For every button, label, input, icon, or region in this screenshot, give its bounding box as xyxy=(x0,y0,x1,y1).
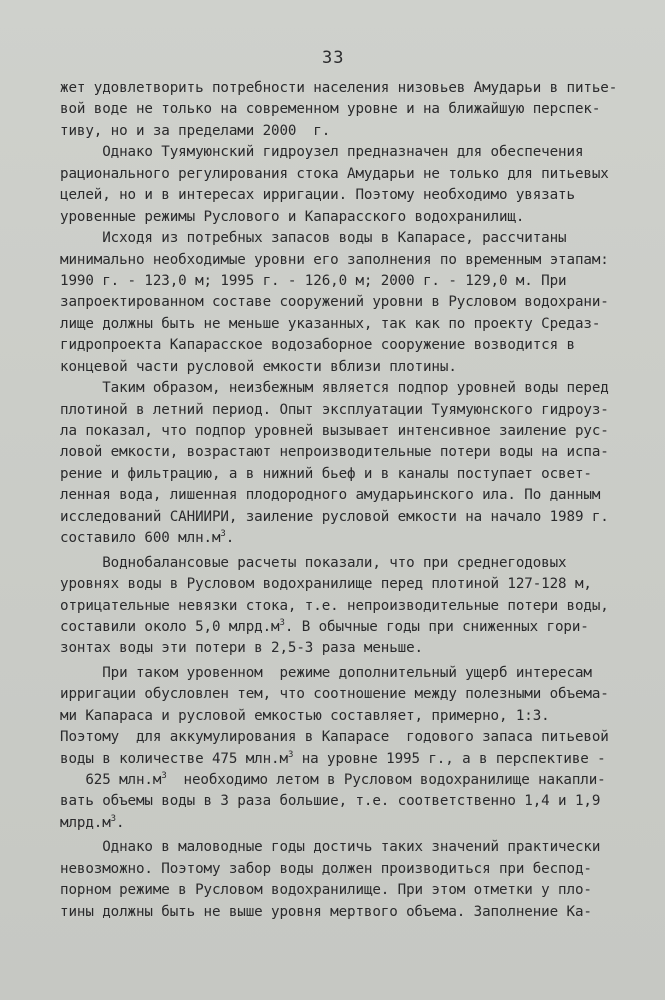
text-line xyxy=(60,528,620,549)
line-text: тиву, но и за пределами 2000 г. xyxy=(60,122,331,139)
line-text-tail: необходимо летом в Русловом водохранилище накапли- xyxy=(166,772,606,788)
line-text: порном режиме в Русловом водохранилище. При этом отметки у пло- xyxy=(60,882,592,899)
superscript: 3 xyxy=(279,617,285,628)
line-text: концевой части русловой емкости вблизи плотины. xyxy=(60,358,457,375)
text-line xyxy=(60,142,620,163)
text-line xyxy=(60,164,620,185)
text-line xyxy=(60,228,620,249)
line-text: вать объемы воды в 3 раза большие, т.е. соответственно 1,4 и 1,9 xyxy=(60,793,601,810)
text-line xyxy=(60,207,620,228)
line-text: Однако Туямуюнский гидроузел предназначен для обеспечения xyxy=(60,144,584,161)
text-line xyxy=(60,400,620,421)
line-text: 1990 г. - 123,0 м; 1995 г. - 126,0 м; 2000 г. - 129,0 м. При xyxy=(60,272,567,289)
text-line xyxy=(60,464,620,485)
line-text-tail: на уровне 1995 г., а в перспективе - xyxy=(293,750,606,767)
text-line xyxy=(60,357,620,378)
line-text: тины должны быть не выше уровня мертвого объема. Заполнение Ка- xyxy=(60,903,592,920)
text-line xyxy=(60,314,620,335)
line-text: невозможно. Поэтому забор воды должен производиться при беспод- xyxy=(60,860,592,877)
page-number: 33 xyxy=(322,48,345,68)
line-text: ла показал, что подпор уровней вызывает интенсивное заиление рус- xyxy=(60,423,609,439)
text-line xyxy=(60,749,620,770)
text-line xyxy=(60,507,620,528)
line-text: жет удовлетворить потребности населения низовьев Амударьи в питье- xyxy=(60,80,618,96)
text-body xyxy=(60,78,620,923)
line-text: воды в количестве 475 млн.м xyxy=(60,750,288,767)
line-text: 625 млн.м xyxy=(60,772,162,788)
line-text: При таком уровенном режиме дополнительный ущерб интересам xyxy=(60,664,592,681)
text-line xyxy=(60,617,620,638)
text-line xyxy=(60,553,620,574)
line-text: рение и фильтрацию, а в нижний бьеф и в каналы поступает освет- xyxy=(60,465,592,482)
line-text-tail: . xyxy=(115,814,125,831)
text-line xyxy=(60,78,620,99)
superscript: 3 xyxy=(161,771,167,781)
text-line xyxy=(60,638,620,659)
text-line xyxy=(60,378,620,399)
text-line xyxy=(60,121,620,142)
line-text: млрд.м xyxy=(60,814,111,831)
text-line xyxy=(60,770,620,791)
line-text: плотиной в летний период. Опыт эксплуатации Туямуюнского гидроуз- xyxy=(60,401,609,418)
line-text: Воднобалансовые расчеты показали, что при среднегодовых xyxy=(60,554,567,571)
line-text: Поэтому для аккумулирования в Капарасе годового запаса питьевой xyxy=(60,729,609,746)
line-text: отрицательные невязки стока, т.е. непроизводительные потери воды, xyxy=(60,597,609,614)
text-line xyxy=(60,663,620,684)
text-line xyxy=(60,880,620,901)
text-line xyxy=(60,421,620,442)
superscript: 3 xyxy=(110,813,116,824)
text-line xyxy=(60,99,620,120)
text-line xyxy=(60,335,620,356)
text-line xyxy=(60,813,620,834)
text-line xyxy=(60,442,620,463)
superscript: 3 xyxy=(287,749,294,760)
text-line xyxy=(60,271,620,292)
line-text: ленная вода, лишенная плодородного амударьинского ила. По данным xyxy=(60,487,601,504)
line-text: вой воде не только на современном уровне и на ближайшую перспек- xyxy=(60,101,601,118)
line-text: ловой емкости, возрастают непроизводительные потери воды на испа- xyxy=(60,444,609,461)
superscript: 3 xyxy=(220,529,226,540)
line-text: рационального регулирования стока Амударьи не только для питьевых xyxy=(60,165,609,182)
text-line xyxy=(60,791,620,812)
text-line xyxy=(60,902,620,923)
line-text-tail: . В обычные годы при сниженных гори- xyxy=(284,618,589,635)
text-line xyxy=(60,837,620,858)
line-text: составили около 5,0 млрд.м xyxy=(60,618,280,635)
text-line xyxy=(60,250,620,271)
line-text: составило 600 млн.м xyxy=(60,530,221,547)
line-text: зонтах воды эти потери в 2,5-3 раза меньше. xyxy=(60,640,423,657)
line-text: уровенные режимы Руслового и Капарасского водохранилищ. xyxy=(60,208,525,225)
line-text: Таким образом, неизбежным является подпор уровней воды перед xyxy=(60,380,609,397)
text-line xyxy=(60,706,620,727)
line-text: уровнях воды в Русловом водохранилище перед плотиной 127-128 м, xyxy=(60,576,592,593)
line-text: ми Капараса и русловой емкостью составляет, примерно, 1:3. xyxy=(60,707,550,724)
text-line xyxy=(60,859,620,880)
line-text: Однако в маловодные годы достичь таких значений практически xyxy=(60,839,601,856)
line-text: ирригации обусловлен тем, что соотношение между полезными объема- xyxy=(60,686,609,703)
text-line xyxy=(60,596,620,617)
text-line xyxy=(60,185,620,206)
text-line xyxy=(60,485,620,506)
line-text: запроектированном составе сооружений уровни в Русловом водохрани- xyxy=(60,294,609,311)
line-text: лище должны быть не меньше указанных, так как по проекту Средаз- xyxy=(60,315,601,332)
line-text: целей, но и в интересах ирригации. Поэтому необходимо увязать xyxy=(60,187,575,204)
text-line xyxy=(60,292,620,313)
text-line xyxy=(60,684,620,705)
text-line xyxy=(60,727,620,748)
text-line xyxy=(60,574,620,595)
line-text: Исходя из потребных запасов воды в Капарасе, рассчитаны xyxy=(60,230,567,247)
line-text: минимально необходимые уровни его заполнения по временным этапам: xyxy=(60,251,609,268)
line-text: гидропроекта Капарасское водозаборное сооружение возводится в xyxy=(60,337,575,354)
line-text: исследований САНИИРИ, заиление русловой емкости на начало 1989 г. xyxy=(60,508,609,525)
line-text-tail: . xyxy=(225,530,235,547)
